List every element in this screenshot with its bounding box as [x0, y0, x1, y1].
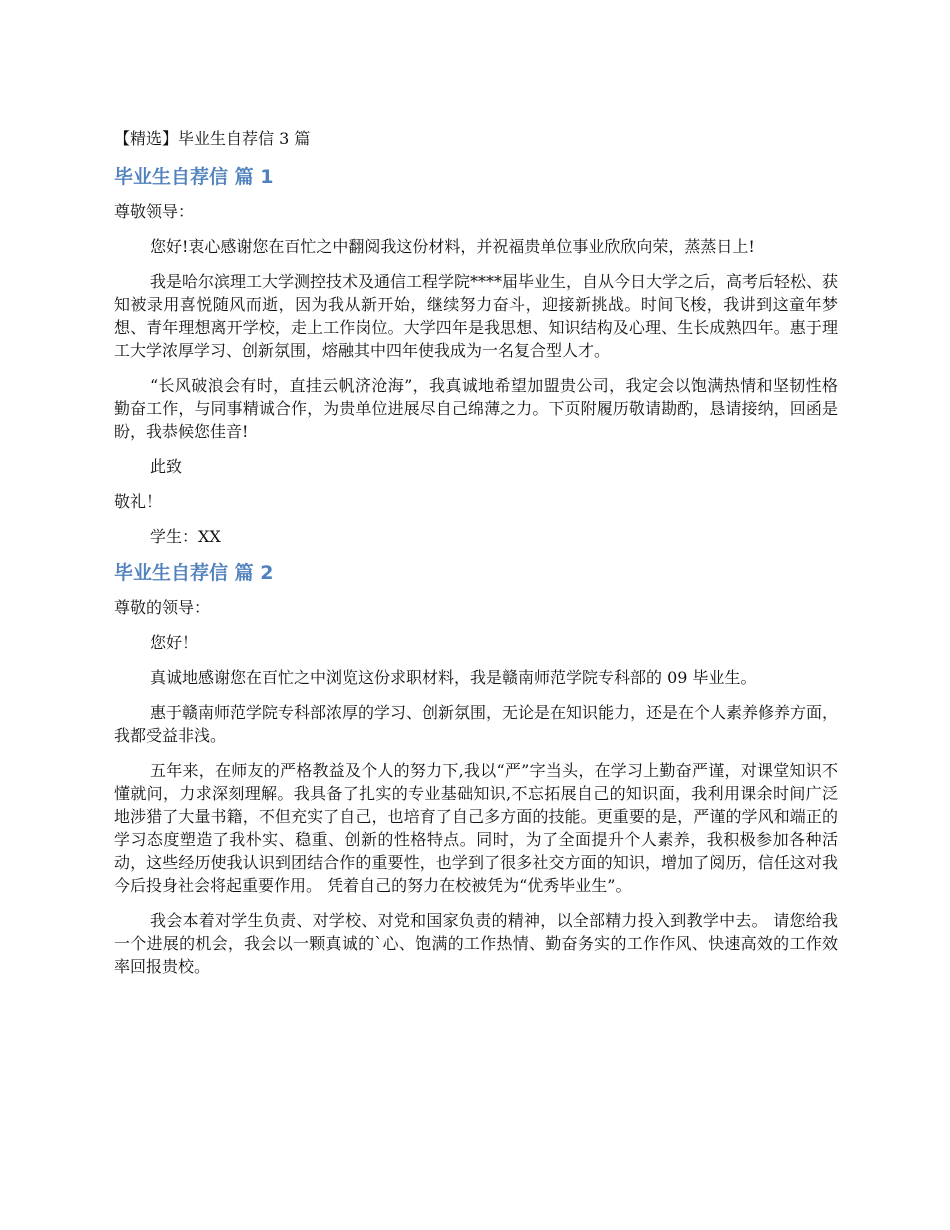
letter1-signature: 学生：XX [150, 527, 221, 546]
letter1-paragraph-1: 您好!衷心感谢您在百忙之中翻阅我这份材料，并祝福贵单位事业欣欣向荣，蒸蒸日上! [150, 237, 755, 256]
letter1-closing: 此致 [150, 457, 183, 476]
letter2-paragraph-3: 五年来，在师友的严格教益及个人的努力下,我以“严”字当头，在学习上勤奋严谨，对课堂知识不懂就问，力求深刻理解。我具备了扎实的专业基础知识,不忘拓展自己的知识面，我利用课余时间广泛地涉猎了大量书籍，不但充实了自己，也培育了自己多方面的技能。更重要的是，严谨的学风和端正的学习态度塑造了我朴实、稳重、创新的性格特点。同时，为了全面提升个人素养，我积极参加各种活动，这些经历使我认识到团结合作的重要性，也学到了很多社交方面的知识，增加了阅历，信任这对我今后投身社会将起重要作用。 凭着自己的努力在校被凭为“优秀毕业生”。 [114, 761, 838, 895]
letter2-greeting: 您好！ [150, 633, 199, 652]
letter2-paragraph-2: 惠于赣南师范学院专科部浓厚的学习、创新氛围，无论是在知识能力，还是在个人素养修养方面，我都受益非浅。 [114, 703, 839, 745]
letter1-paragraph-2: 我是哈尔滨理工大学测控技术及通信工程学院****届毕业生，自从今日大学之后，高考后轻松、获知被录用喜悦随风而逝，因为我从新开始，继续努力奋斗，迎接新挑战。时间飞梭，我讲到这童年梦想、青年理想离开学校，走上工作岗位。大学四年是我思想、知识结构及心理、生长成熟四年。惠于理工大学浓厚学习、创新氛围，熔融其中四年使我成为一名复合型人才。 [114, 272, 839, 360]
document-content [114, 128, 838, 990]
letter1-heading: 毕业生自荐信 篇 1 [114, 166, 274, 188]
letter1-regards: 敬礼！ [114, 492, 163, 511]
letter2-paragraph-4: 我会本着对学生负责、对学校、对党和国家负责的精神，以全部精力投入到教学中去。 请您给我一个进展的机会，我会以一颗真诚的`心、饱满的工作热情、勤奋务实的工作作风、快速高效的工作效率回报贵校。 [114, 911, 838, 976]
letter2-salutation: 尊敬的领导： [114, 598, 211, 617]
letter1-salutation: 尊敬领导： [114, 202, 195, 221]
letter2-paragraph-1: 真诚地感谢您在百忙之中浏览这份求职材料，我是赣南师范学院专科部的 09 毕业生。 [150, 668, 757, 687]
document-title: 【精选】毕业生自荐信 3 篇 [114, 129, 311, 148]
letter1-paragraph-3: “长风破浪会有时，直挂云帆济沧海”，我真诚地希望加盟贵公司，我定会以饱满热情和坚韧性格勤奋工作，与同事精诚合作，为贵单位进展尽自己绵薄之力。下页附履历敬请勘酌，恳请接纳，回函是盼，我恭候您佳音! [114, 376, 838, 441]
letter2-heading: 毕业生自荐信 篇 2 [114, 562, 274, 584]
